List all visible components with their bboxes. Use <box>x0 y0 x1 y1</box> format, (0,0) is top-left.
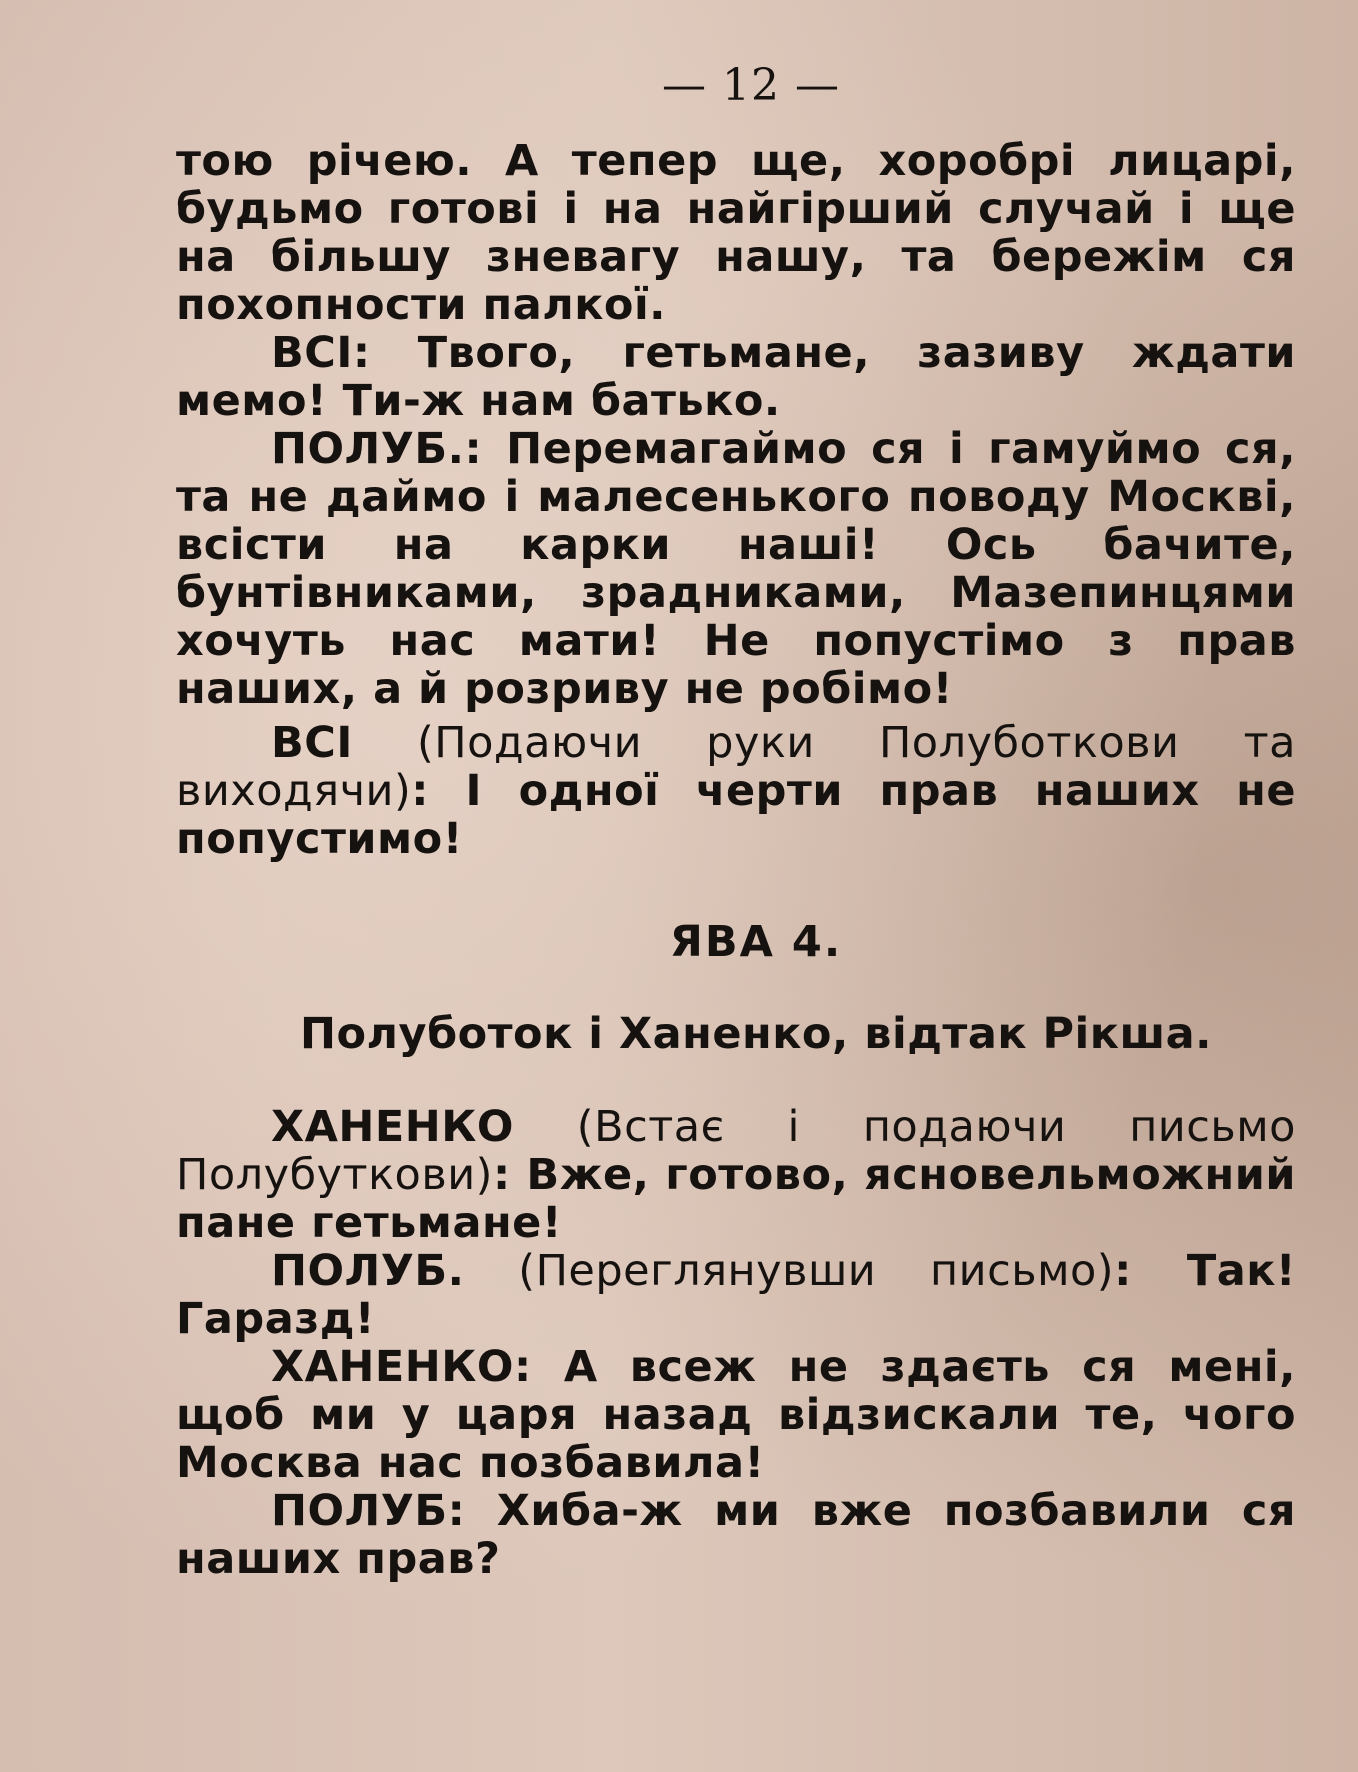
dialogue-line <box>176 1343 1296 1487</box>
speaker-name: ВСІ <box>271 718 353 768</box>
dialogue-text: Твого, гетьмане, зазиву ждати мемо! Ти-ж нам батько. <box>176 328 1296 426</box>
dialogue-text: А всеж не здаєть ся мені, щоб ми у царя назад відзискали те, чого Москва нас позбавила! <box>176 1342 1296 1488</box>
page-number: — 12 — <box>662 60 840 111</box>
dialogue-line <box>176 425 1296 713</box>
dialogue-line <box>176 1487 1296 1583</box>
paragraph-text: тою річею. А тепер ще, хоробрі лицарі, будьмо готові і на найгірший случай і ще на більшу зневагу нашу, та бережім ся похопности палкої. <box>176 136 1296 330</box>
stage-direction: (Подаючи руки Полуботкови та виходячи) <box>176 718 1296 816</box>
dialogue-text: : Так! Гаразд! <box>176 1246 1297 1344</box>
book-page <box>176 60 1296 1583</box>
speaker-name: ПОЛУБ. <box>271 1246 465 1296</box>
dialogue-text: : І одної черти прав наших не попустимо! <box>176 766 1296 864</box>
dialogue-line <box>176 719 1296 863</box>
scene-title: ЯВА 4. <box>669 917 843 967</box>
speaker-name: ХАНЕНКО: <box>271 1342 532 1392</box>
speaker-name: ВСІ: <box>271 328 371 378</box>
dialogue-line <box>176 1247 1296 1343</box>
speaker-name: ХАНЕНКО <box>271 1102 514 1152</box>
dialogue-line <box>176 1103 1296 1247</box>
speaker-name: ПОЛУБ: <box>271 1486 466 1536</box>
stage-direction: (Переглянувши письмо) <box>464 1246 1115 1296</box>
dialogue-text: : Вже, готово, ясновельможний пане гетьмане! <box>176 1150 1296 1248</box>
dialogue-line <box>176 329 1296 425</box>
dialogue-text: Перемагаймо ся і гамуймо ся, та не даймо і малесенького поводу Москві, всісти на карки наші! Ось бачите, бунтівниками, зрадниками, Мазепинцями хочуть нас мати! Не попустімо з прав наших, а й розриву не робімо! <box>176 424 1296 714</box>
dialogue-text: Хиба-ж ми вже позбавили ся наших прав? <box>176 1486 1296 1584</box>
stage-direction: (Встає і подаючи письмо Полубуткови) <box>176 1102 1296 1200</box>
scene-cast: Полуботок і Ханенко, відтак Рікша. <box>300 1009 1212 1059</box>
speaker-name: ПОЛУБ.: <box>271 424 483 474</box>
paragraph-continuation <box>176 137 1296 329</box>
